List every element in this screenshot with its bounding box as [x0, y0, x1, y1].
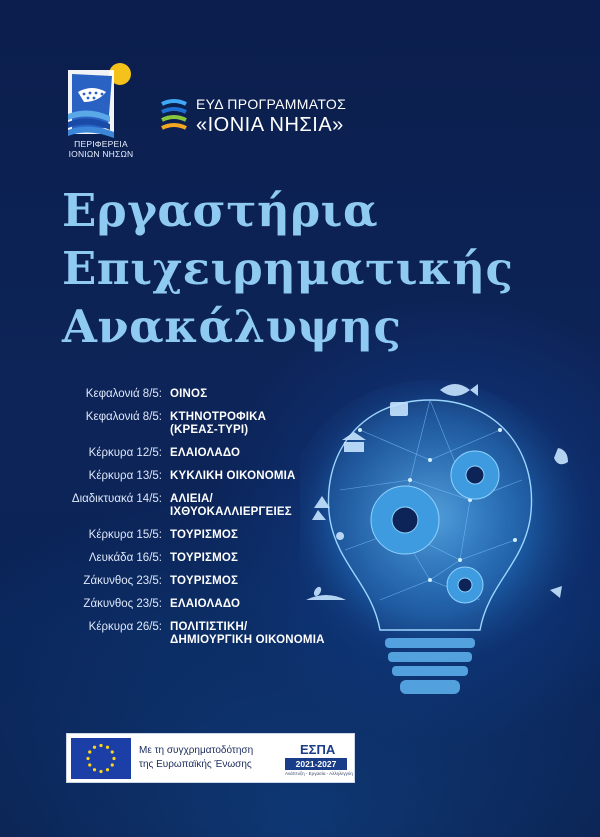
schedule-row: [60, 388, 360, 401]
cofunding-text-line1: Με τη συγχρηματοδότηση: [139, 745, 254, 756]
schedule-location: Κέρκυρα 15/5:: [88, 529, 162, 541]
funding-banner: [66, 733, 355, 783]
schedule-row: [60, 621, 360, 647]
schedule-row: [60, 552, 360, 565]
title-line-2: Επιχειρηματικής: [62, 242, 514, 295]
schedule-topic: ΤΟΥΡΙΣΜΟΣ: [170, 529, 239, 541]
schedule-topic: ΟΙΝΟΣ: [170, 388, 208, 400]
title-line-1: Εργαστήρια: [62, 184, 379, 237]
espa-title: ΕΣΠΑ: [300, 742, 336, 757]
schedule-location: Ζάκυνθος 23/5:: [83, 575, 162, 587]
schedule-location: Κέρκυρα 26/5:: [88, 621, 162, 633]
schedule-topic: ΕΛΑΙΟΛΑΔΟ: [170, 447, 241, 459]
program-name-line1: ΕΥΔ ΠΡΟΓΡΑΜΜΑΤΟΣ: [196, 96, 347, 112]
schedule-row: [60, 411, 360, 437]
espa-subtitle: Ανάπτυξη - Εργασία - Αλληλεγγύη: [285, 771, 353, 776]
schedule-location: Κεφαλονιά 8/5:: [85, 388, 162, 400]
chart-icon: [390, 402, 408, 416]
schedule-location: Διαδικτυακά 14/5:: [71, 493, 162, 505]
schedule-location: Λευκάδα 16/5:: [88, 552, 162, 564]
schedule-topic: ΚΤΗΝΟΤΡΟΦΙΚΑ (ΚΡΕΑΣ-ΤΥΡΙ): [170, 411, 267, 436]
schedule-row: [60, 470, 360, 483]
schedule-row: [60, 598, 360, 611]
schedule-row: [60, 575, 360, 588]
program-waves-icon: [160, 98, 188, 132]
schedule-topic: ΤΟΥΡΙΣΜΟΣ: [170, 552, 239, 564]
program-name-line2: «ΙΟΝΙΑ ΝΗΣΙΑ»: [196, 114, 344, 136]
schedule-location: Κέρκυρα 13/5:: [88, 470, 162, 482]
schedule-location: Κέρκυρα 12/5:: [88, 447, 162, 459]
schedule-topic: ΕΛΑΙΟΛΑΔΟ: [170, 598, 241, 610]
schedule-row: [60, 447, 360, 460]
title-line-3: Ανακάλυψης: [62, 300, 402, 353]
schedule-location: Ζάκυνθος 23/5:: [83, 598, 162, 610]
schedule-row: [60, 493, 360, 519]
eu-flag-icon: [71, 738, 131, 779]
espa-years: 2021-2027: [285, 758, 347, 770]
espa-logo: [282, 738, 353, 779]
schedule-topic: ΚΥΚΛΙΚΗ ΟΙΚΟΝΟΜΙΑ: [170, 470, 296, 482]
page-title: [62, 182, 513, 356]
schedule-row: [60, 529, 360, 542]
schedule-list: [60, 388, 360, 657]
schedule-location: Κεφαλονιά 8/5:: [85, 411, 162, 423]
cofunding-text-line2: της Ευρωπαϊκής Ένωσης: [139, 759, 252, 770]
schedule-topic: ΠΟΛΙΤΙΣΤΙΚΗ/ ΔΗΜΙΟΥΡΓΙΚΗ ΟΙΚΟΝΟΜΙΑ: [170, 621, 325, 646]
schedule-topic: ΑΛΙΕΙΑ/ ΙΧΘΥΟΚΑΛΛΙΕΡΓΕΙΕΣ: [170, 493, 292, 518]
schedule-topic: ΤΟΥΡΙΣΜΟΣ: [170, 575, 239, 587]
region-caption: ΠΕΡΙΦΕΡΕΙΑ ΙΟΝΙΩΝ ΝΗΣΩΝ: [68, 139, 134, 159]
